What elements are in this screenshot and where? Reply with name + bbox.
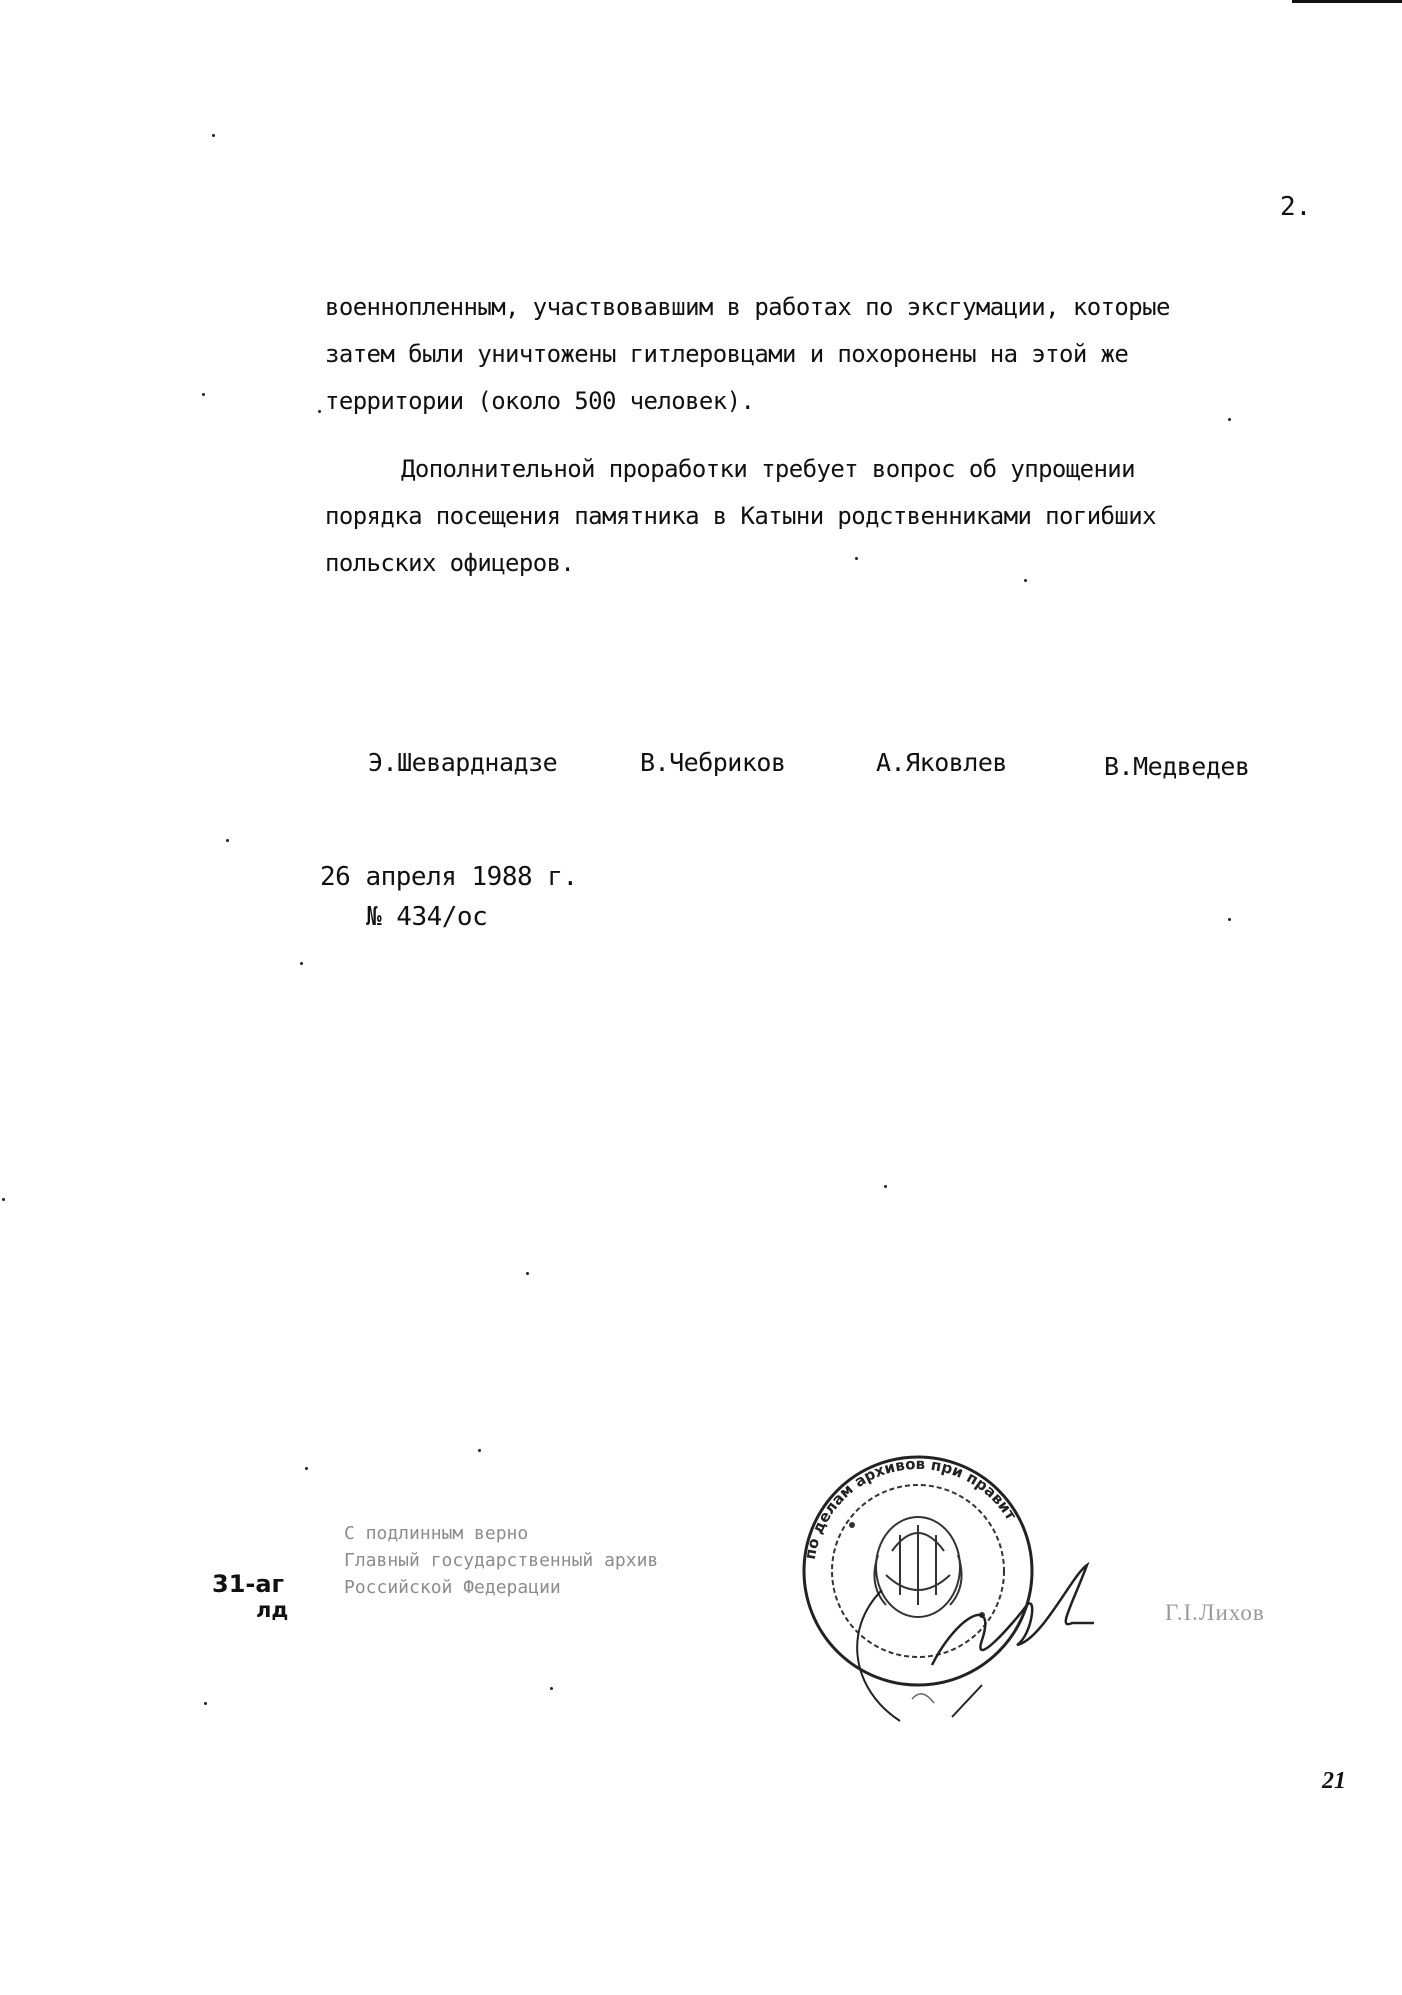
scan-speck [855,557,858,560]
scan-speck [318,410,321,413]
corner-rule [1292,0,1402,3]
signatory-medvedev: В.Медведев [1104,752,1250,781]
page-number: 2. [1280,192,1312,222]
svg-text:по делам архивов при правит: по делам архивов при правит [800,1455,1021,1561]
signatory-shevardnadze: Э.Шеварднадзе [368,748,558,777]
certification-line: Российской Федерации [344,1577,561,1598]
scan-speck [526,1272,529,1275]
scan-speck [204,1702,207,1705]
scan-speck [550,1687,553,1690]
scan-speck [212,134,215,137]
document-number: № 434/ос [366,902,488,932]
scan-speck [226,839,229,842]
copy-tag-code: 31-аг [212,1570,285,1598]
certifier-name: Г.І.Лихов [1165,1600,1265,1625]
paragraph-2 [325,446,1305,587]
certification-stamp-text [344,1520,658,1601]
scan-speck [202,393,205,396]
signatory-yakovlev: А.Яковлев [876,748,1007,777]
paragraph-2-line: порядка посещения памятника в Катыни родственниками погибших [325,502,1156,530]
scan-speck [478,1449,481,1452]
paragraph-1-line: территории (около 500 человек). [325,387,755,415]
scan-speck [2,1198,5,1201]
certification-line: С подлинным верно [344,1523,529,1544]
document-date: 26 апреля 1988 г. [320,862,578,892]
paragraph-1-line: затем были уничтожены гитлеровцами и похоронены на этой же [325,340,1129,368]
archive-seal-icon [782,1455,1122,1730]
copy-tag-initials: лд [256,1598,289,1622]
archive-page-mark: 21 [1322,1768,1346,1794]
paragraph-2-line: Дополнительной проработки требует вопрос об упрощении [401,455,1136,483]
paragraph-2-line: польских офицеров. [325,549,575,577]
paragraph-1-line: военнопленным, участвовавшим в работах по эксгумации, которые [325,293,1170,321]
scan-speck [305,1467,308,1470]
scan-speck [884,1185,887,1188]
scan-speck [1228,418,1231,421]
scan-speck [300,962,303,965]
signatory-chebrikov: В.Чебриков [640,748,786,777]
scan-speck [1024,579,1027,582]
scan-speck [1228,918,1231,921]
paragraph-1 [325,284,1305,425]
certification-line: Главный государственный архив [344,1550,659,1571]
